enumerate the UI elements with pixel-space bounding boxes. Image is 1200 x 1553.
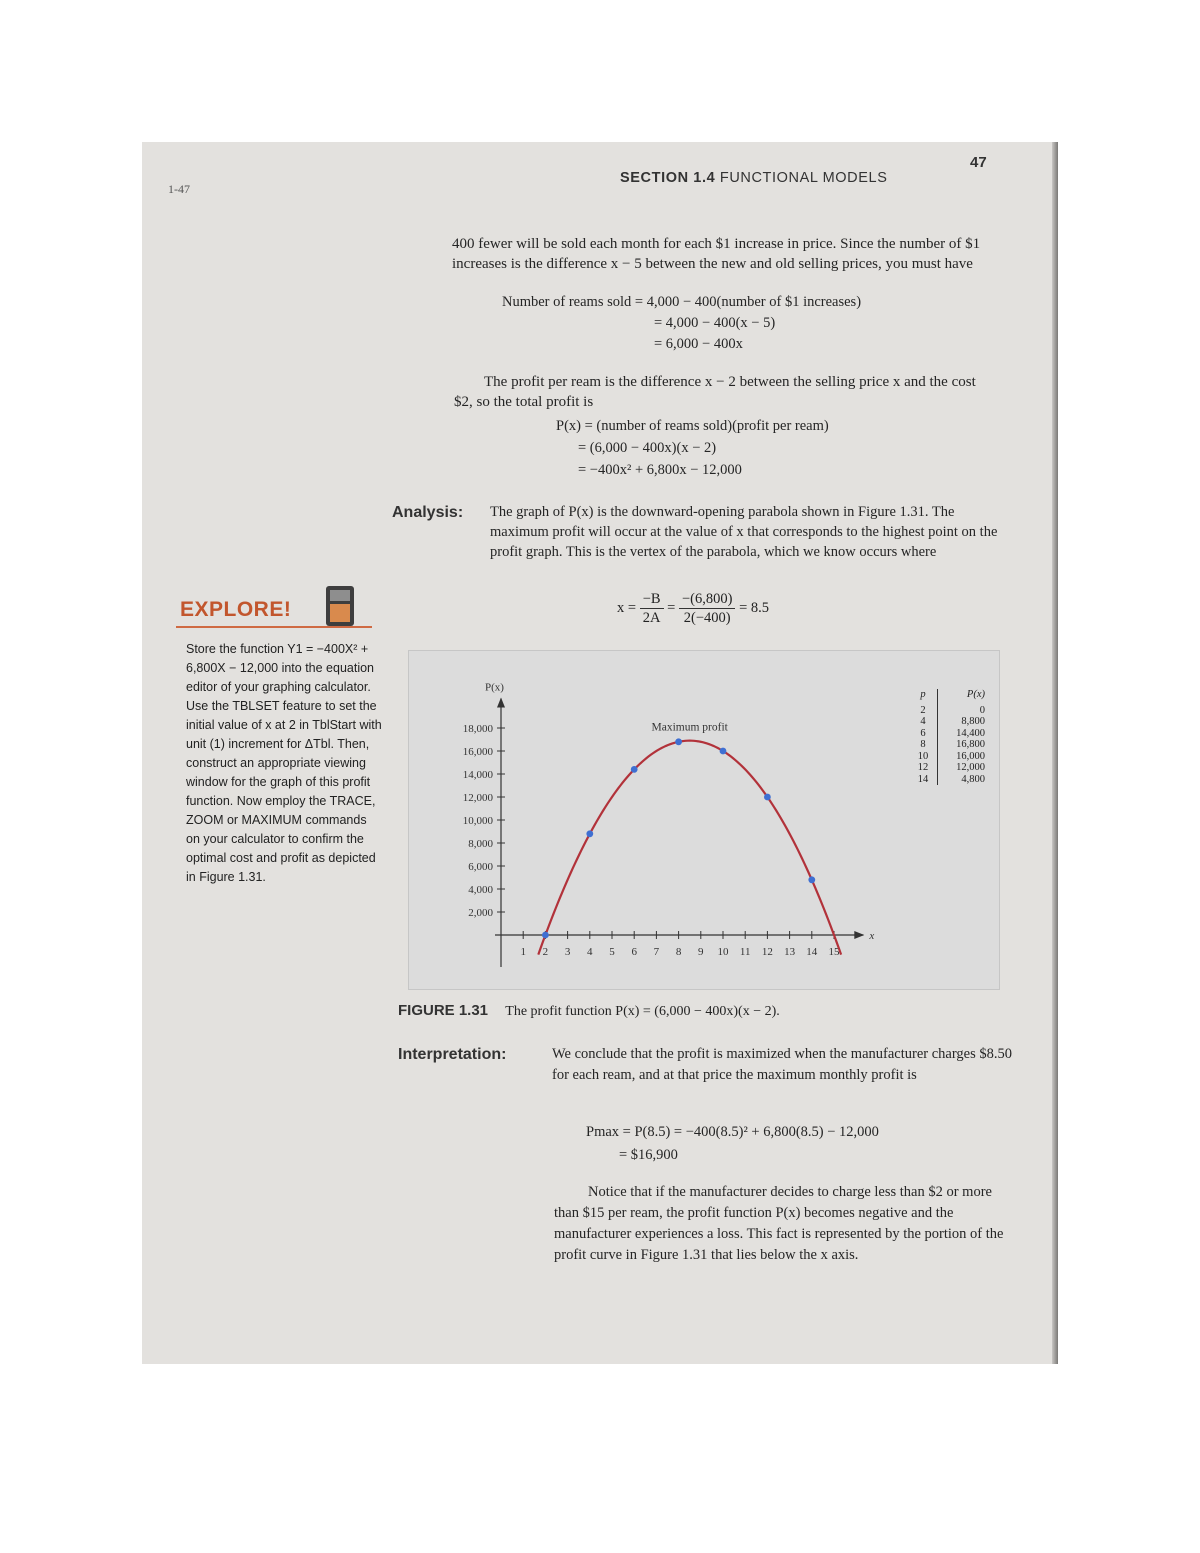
calculator-icon [326,586,354,626]
interpretation-label: Interpretation: [398,1046,507,1063]
maximum-profit-annotation: Maximum profit [651,721,728,734]
x-tick-label: 8 [675,946,682,958]
analysis-text: The graph of P(x) is the downward-opening parabola shown in Figure 1.31. The maximum profit will occur at the value of x that corresponds to the highest point on the profit graph. This is the vertex of the parabola, which we know occurs where [490,504,998,560]
y-axis-arrow [497,698,505,708]
table-cell-px: 16,000 [956,750,985,762]
equation-line: = 6,000 − 400x [654,336,743,352]
table-row [909,705,988,717]
section-number: SECTION 1.4 [620,170,716,186]
vertex-equation [617,590,769,627]
analysis-label: Analysis: [392,504,464,521]
pmax-equation: Pmax = P(8.5) = −400(8.5)² + 6,800(8.5) − 12,000 [586,1124,879,1140]
x-axis-label: x [869,930,875,942]
table-cell-p: 14 [909,774,938,786]
vertex-result: = 8.5 [739,599,770,616]
x-tick-label: 6 [631,946,637,958]
table-row [909,774,988,786]
paragraph-profit: The profit per ream is the difference x − 2 between the selling price x and the cost $2, so the total profit is [454,374,976,410]
data-point [631,766,638,773]
y-tick-label: 4,000 [468,884,493,896]
corner-page-label: 1-47 [168,182,190,196]
x-tick-label: 5 [609,946,615,958]
y-tick-label: 18,000 [462,723,493,735]
table-cell-px: 0 [979,704,985,716]
x-tick-label: 15 [828,946,840,958]
data-point [675,738,682,745]
profit-figure [408,650,1000,990]
x-tick-label: 14 [806,946,818,958]
calculator-keys [330,604,350,622]
data-point [764,794,771,801]
y-tick-label: 10,000 [462,815,493,827]
figure-label: FIGURE 1.31 [398,1002,489,1019]
table-row [909,751,988,763]
profit-values-table [909,689,988,785]
x-tick-label: 1 [520,946,526,958]
table-row [909,762,988,774]
table-row [909,728,988,740]
fraction-denominator: 2(−400) [683,610,731,626]
x-tick-label: 3 [564,946,571,958]
y-tick-label: 8,000 [468,838,493,850]
table-cell-px: 4,800 [961,773,985,785]
table-cell-px: 8,800 [961,716,985,727]
data-point [808,876,815,883]
explore-title: EXPLORE! [180,598,292,621]
profit-table [909,689,993,785]
fraction-numerator: −B [640,590,664,609]
x-tick-label: 10 [717,946,729,958]
fraction-values [679,590,735,627]
fraction-b-over-2a [640,590,664,627]
table-cell-px: 16,800 [956,739,985,750]
x-tick-label: 11 [739,946,751,958]
table-cell-p: 4 [909,716,938,728]
calculator-screen [330,590,350,601]
paragraph-reams: 400 fewer will be sold each month for each $1 increase in price. Since the number of $1 increases is the difference x − 5 between the new and old selling prices, you must have [452,236,981,272]
profit-curve [538,741,841,955]
fraction-numerator: −(6,800) [679,590,735,609]
table-cell-p: 10 [909,751,938,763]
table-header-row [909,689,988,705]
y-tick-label: 12,000 [462,792,493,804]
figure-caption-text: The profit function P(x) = (6,000 − 400x)(x − 2). [505,1004,780,1019]
pmax-result: = $16,900 [619,1147,678,1163]
table-row [909,716,988,728]
vertex-equals: = [667,599,676,616]
equation-line: = −400x² + 6,800x − 12,000 [578,462,742,478]
table-body [909,705,988,786]
y-tick-label: 16,000 [462,746,493,758]
table-header-px: P(x) [966,689,985,700]
equation-line: = (6,000 − 400x)(x − 2) [578,440,717,456]
x-tick-label: 2 [542,946,549,958]
fraction-denominator: 2A [642,610,661,626]
equation-line: = 4,000 − 400(x − 5) [654,315,776,331]
figure-caption [398,1002,780,1020]
vertex-lhs: x = [617,599,637,616]
x-tick-label: 7 [653,946,660,958]
data-point [720,748,727,755]
running-header [620,170,887,186]
x-tick-label: 4 [587,946,593,958]
y-tick-label: 6,000 [468,861,493,873]
textbook-page [142,142,1058,1364]
table-header-p: p [909,689,938,705]
x-tick-label: 9 [698,946,704,958]
page-number: 47 [970,154,987,171]
page-edge [1052,142,1058,1364]
y-axis-label: P(x) [485,681,504,694]
y-tick-label: 2,000 [468,907,493,919]
x-tick-label: 12 [761,946,773,958]
table-cell-p: 12 [909,762,938,774]
x-axis-arrow [854,931,864,939]
section-title: FUNCTIONAL MODELS [719,170,888,186]
table-cell-p: 8 [909,739,938,751]
y-tick-label: 14,000 [462,769,493,781]
explore-divider [176,626,372,628]
table-cell-p: 2 [909,705,938,717]
x-tick-label: 13 [784,946,796,958]
data-point [542,932,549,939]
table-cell-px: 12,000 [956,762,985,773]
interpretation-text: We conclude that the profit is maximized when the manufacturer charges $8.50 for each ream, and at that price the maximum monthly profit is [552,1046,1012,1083]
notice-paragraph: Notice that if the manufacturer decides to charge less than $2 or more than $15 per ream, the profit function P(x) becomes negative and the manufacturer experiences a loss. This fact is represented by the portion of the profit curve in Figure 1.31 that lies below the x axis. [554,1184,1004,1263]
equation-line: Number of reams sold = 4,000 − 400(number of $1 increases) [502,294,862,310]
equation-line: P(x) = (number of reams sold)(profit per ream) [556,418,829,434]
table-cell-p: 6 [909,728,938,740]
table-row [909,739,988,751]
table-cell-px: 14,400 [956,727,985,739]
data-point [586,830,593,837]
explore-text: Store the function Y1 = −400X² + 6,800X − 12,000 into the equation editor of your graphing calculator. Use the TBLSET feature to set the initial value of x at 2 in TblStart with unit (1) increment for ΔTbl. Then, construct an appropriate viewing window for the graph of this profit function. Now employ the TRACE, ZOOM or MAXIMUM commands on your calculator to confirm the optimal cost and profit as depicted in Figure 1.31. [186,642,382,884]
